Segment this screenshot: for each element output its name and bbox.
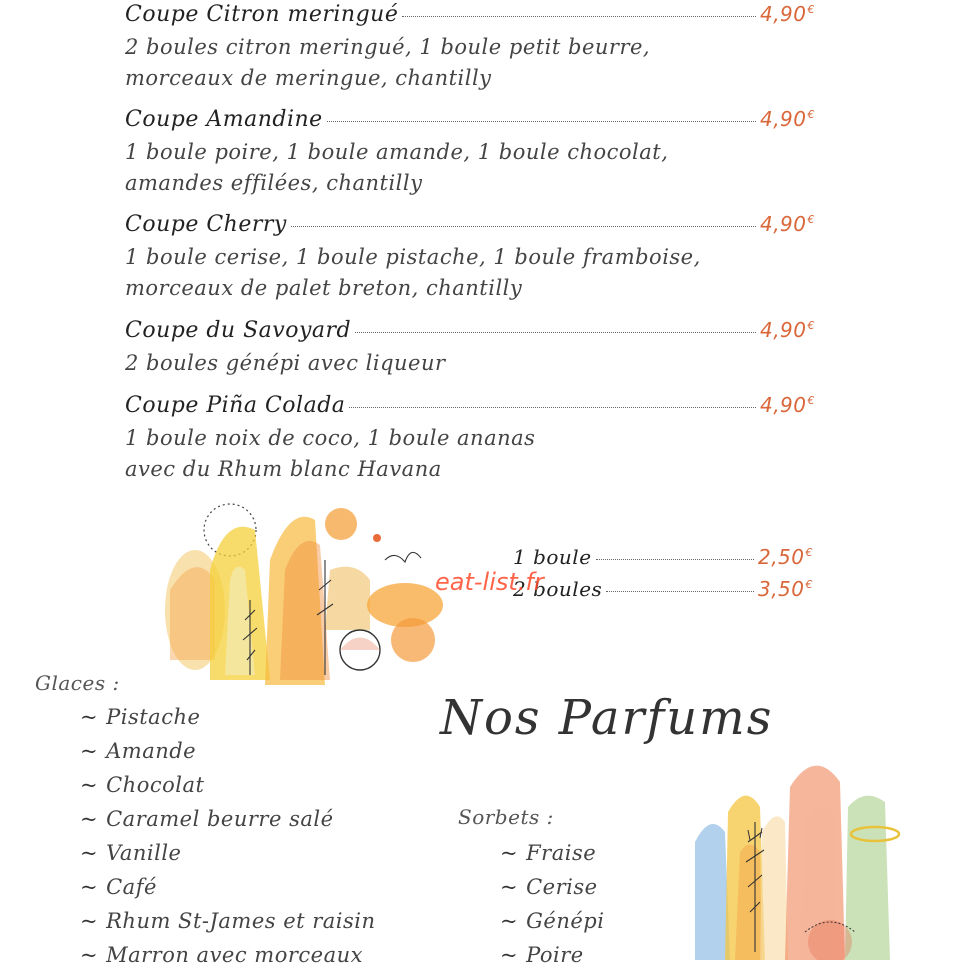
list-item: ~ Rhum St-James et raisin <box>80 909 376 933</box>
flavors-title: Nos Parfums <box>440 690 774 746</box>
dotted-leader <box>596 559 754 560</box>
dotted-leader <box>402 16 756 17</box>
scoop-label: 1 boule <box>513 545 592 569</box>
list-item: ~ Fraise <box>500 841 597 865</box>
list-item: ~ Chocolat <box>80 773 205 797</box>
scoop-price: 2,50€ <box>757 545 813 569</box>
dotted-leader <box>355 332 756 333</box>
item-name: Coupe Cherry <box>125 212 287 237</box>
list-item: ~ Caramel beurre salé <box>80 807 334 831</box>
watercolor-crystals-illustration <box>690 752 905 960</box>
item-name: Coupe Citron meringué <box>125 2 399 27</box>
list-item: ~ Café <box>80 875 157 899</box>
list-item: ~ Génépi <box>500 909 605 933</box>
item-name: Coupe Amandine <box>125 107 323 132</box>
item-price: 4,90€ <box>759 107 815 131</box>
list-item: ~ Amande <box>80 739 197 763</box>
menu-item-pina-colada <box>125 393 815 485</box>
list-item: ~ Poire <box>500 943 584 967</box>
scoop-price-2 <box>513 577 813 601</box>
item-price: 4,90€ <box>759 212 815 236</box>
list-item: ~ Cerise <box>500 875 598 899</box>
watercolor-mountains-illustration <box>155 500 445 695</box>
item-price: 4,90€ <box>759 318 815 342</box>
dotted-leader <box>291 226 756 227</box>
menu-item-savoyard <box>125 318 815 379</box>
dotted-leader <box>349 407 756 408</box>
item-name: Coupe Piña Colada <box>125 393 346 418</box>
item-description: 1 boule noix de coco, 1 boule ananas avec du Rhum blanc Havana <box>125 426 536 481</box>
list-item: ~ Marron avec morceaux <box>80 943 363 967</box>
scoop-price-1 <box>513 545 813 569</box>
item-description: 1 boule cerise, 1 boule pistache, 1 boule framboise, morceaux de palet breton, chantilly <box>125 245 701 300</box>
scoop-label: 2 boules <box>513 577 603 601</box>
menu-item-citron-meringue <box>125 2 815 94</box>
item-description: 1 boule poire, 1 boule amande, 1 boule chocolat, amandes effilées, chantilly <box>125 140 669 195</box>
item-description: 2 boules génépi avec liqueur <box>125 351 446 375</box>
menu-item-cherry <box>125 212 815 304</box>
item-description: 2 boules citron meringué, 1 boule petit beurre, morceaux de meringue, chantilly <box>125 35 651 90</box>
glaces-list <box>80 705 376 977</box>
list-item: ~ Pistache <box>80 705 201 729</box>
glaces-label: Glaces : <box>35 671 120 695</box>
menu-item-amandine <box>125 107 815 199</box>
sorbets-list <box>500 841 604 977</box>
list-item: ~ Vanille <box>80 841 182 865</box>
sorbets-label: Sorbets : <box>458 805 554 829</box>
item-name: Coupe du Savoyard <box>125 318 352 343</box>
dotted-leader <box>327 121 756 122</box>
item-price: 4,90€ <box>759 2 815 26</box>
dotted-leader <box>606 591 754 592</box>
scoop-price: 3,50€ <box>757 577 813 601</box>
watermark: eat-list.fr <box>435 568 544 596</box>
item-price: 4,90€ <box>759 393 815 417</box>
